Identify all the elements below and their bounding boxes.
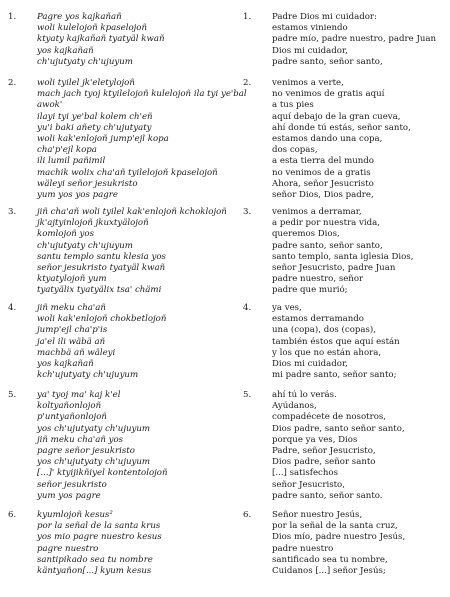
stanza-number: 3. [243, 207, 252, 217]
verse-line: yos ch'ujutyaty ch'ujuyum [37, 457, 151, 468]
stanza-lines [37, 207, 227, 297]
verse-line: woli kak'enlojoñ jump'ejl kopa [37, 134, 169, 145]
stanza-number: 1. [243, 12, 252, 22]
verse-line: padre nuestro [272, 543, 334, 554]
verse-line: padre santo, señor santo, [272, 56, 383, 67]
verse-line: yos kajkañañ [37, 359, 94, 370]
verse-line: pagre señor jesukristo [37, 446, 135, 457]
verse-line: estamos viniendo [272, 23, 348, 34]
verse-line: santipikado sea tu nombre [37, 554, 153, 565]
verse-line: señor jesukristo [37, 479, 107, 490]
verse-line: aquí debajo de la gran cueva, [272, 111, 401, 122]
verse-line: pagre nuestro [37, 543, 99, 554]
verse-line: padre que murió; [272, 285, 348, 296]
verse-line: woli tyilel jk'eletylojoñ [37, 78, 135, 88]
stanza-lines [272, 303, 450, 381]
verse-line: ya ves, [272, 303, 302, 313]
verse-line: dos copas, [272, 145, 318, 156]
stanza-lines [272, 510, 450, 577]
verse-line: yu'i baki añety ch'ujutyaty [37, 122, 152, 133]
stanza-lines [37, 78, 247, 201]
verse-line: jump'ejl cha'p'is [37, 325, 108, 336]
verse-line: Dios mi cuidador, [272, 359, 348, 370]
verse-line: wäleyi señor jesukristo [37, 178, 138, 189]
stanza-lines [272, 12, 450, 68]
stanza-lines [272, 78, 450, 201]
verse-line: no venimos de a gratis [272, 167, 371, 178]
verse-line: käntyañon[...] kyum kesus [37, 566, 152, 577]
verse-line: Ahora, señor Jesucristo [272, 178, 374, 189]
verse-line: Ayúdanos, [272, 401, 317, 412]
verse-line: yum yos pagre [37, 490, 101, 501]
verse-line: ahí donde tú estás, señor santo, [272, 122, 411, 133]
verse-line: ili lumil pañimil [37, 156, 106, 167]
verse-line: santo templo, santa iglesia Dios, [272, 251, 414, 262]
verse-line: komlojoñ yos [37, 229, 94, 240]
verse-line: yum yos yos pagre [37, 190, 118, 201]
stanza-lines [37, 390, 215, 502]
verse-line: koltyañonlojoñ [37, 401, 102, 412]
verse-line: señor Jesucristo, padre Juan [272, 263, 396, 274]
verse-line: mach jach tyoj ktyilelojoñ kulelojoñ ila tyi ye'bal [37, 89, 247, 100]
verse-line: padre santo, señor santo, [272, 240, 383, 251]
stanza-number: 5. [8, 390, 17, 400]
verse-line: a pedir por nuestra vida, [272, 218, 380, 229]
stanza-number: 6. [243, 510, 252, 520]
verse-line: queremos Dios, [272, 229, 340, 240]
stanza-number: 5. [243, 390, 252, 400]
verse-line: yos ch'ujutyaty ch'ujuyum [37, 423, 151, 434]
verse-line: santificado sea tu nombre, [272, 554, 388, 565]
verse-line: porque ya ves, Dios [272, 434, 358, 445]
verse-line: [...] satisfechos [272, 468, 338, 479]
verse-line: machik wolix cha'añ tyilelojoñ kpaselojoñ [37, 167, 218, 178]
verse-line: woli kulelojoñ kpaselojoñ [37, 23, 147, 34]
verse-line: Dios mío, padre nuestro Jesús, [272, 532, 406, 543]
verse-line: ja'el ili wäbä añ [37, 336, 106, 347]
verse-line: Dios mi cuidador, [272, 45, 348, 56]
verse-line: señor Dios, Dios padre, [272, 190, 374, 201]
verse-line: jiñ meku cha'añ yos [37, 434, 124, 445]
verse-line: jiñ cha'añ woli tyilel kak'enlojoñ kchoklojoñ [37, 207, 227, 217]
verse-line: padre santo, señor santo. [272, 490, 383, 501]
verse-line: por la señal de la santa cruz, [272, 521, 398, 532]
verse-line: Señor nuestro Jesús, [272, 510, 363, 520]
stanza-number: 6. [8, 510, 17, 520]
verse-line: también éstos que aquí están [272, 336, 400, 347]
stanza-lines [272, 207, 450, 297]
stanza-lines [37, 510, 215, 577]
verse-line: ilayi tyi ye'bal kolem ch'eñ [37, 111, 153, 122]
stanza-lines [37, 12, 215, 68]
verse-line: ch'ujutyaty ch'ujuyum [37, 56, 133, 67]
verse-line: kyumlojoñ kesus² [37, 510, 113, 520]
verse-line: Padre Dios mi cuidador: [272, 12, 377, 22]
verse-line: [...]' ktyijikñiyel kontentolojoñ [37, 468, 168, 479]
verse-line: jiñ meku cha'añ [37, 303, 106, 313]
verse-line: yos mio pagre nuestro kesus [37, 532, 162, 543]
verse-line: estamos dando una copa, [272, 134, 383, 145]
stanza-lines [272, 390, 450, 502]
verse-line: por la señal de la santa krus [37, 521, 161, 532]
verse-line: Cuidanos [...] señor Jesús; [272, 566, 386, 577]
verse-line: yos kajkañañ [37, 45, 94, 56]
verse-line: Dios padre, señor santo [272, 457, 376, 468]
verse-line: woli kak'enlojoñ chokbetlojoñ [37, 314, 167, 325]
verse-line: padre nuestro, señor [272, 274, 364, 285]
stanza-number: 4. [8, 303, 17, 313]
stanza-number: 4. [243, 303, 252, 313]
verse-line: machbä añ wäleyi [37, 347, 116, 358]
stanza-lines [37, 303, 215, 381]
verse-line: mi padre santo, señor santo; [272, 370, 397, 381]
verse-line: kch'ujutyaty ch'ujuyum [37, 370, 139, 381]
verse-line: awok' [37, 100, 63, 111]
verse-line: Dios padre, santo señor santo, [272, 423, 405, 434]
verse-line: una (copa), dos (copas), [272, 325, 376, 336]
verse-line: Pagre yos kajkañañ [37, 12, 122, 22]
verse-line: padre mío, padre nuestro, padre Juan [272, 34, 437, 45]
verse-line: señor jesukristo tyatyäl kwañ [37, 263, 166, 274]
verse-line: a esta tierra del mundo [272, 156, 374, 167]
verse-line: ch'ujutyaty ch'ujuyum [37, 240, 133, 251]
verse-line: estamos derramando [272, 314, 364, 325]
verse-line: ahí tú lo verás. [272, 390, 337, 400]
verse-line: señor Jesucristo, [272, 479, 345, 490]
verse-line: Padre, señor Jesucristo, [272, 446, 376, 457]
verse-line: y los que no están ahora, [272, 347, 382, 358]
stanza-number: 1. [8, 12, 17, 22]
verse-line: venimos a verte, [272, 78, 344, 88]
verse-line: compadécete de nosotros, [272, 412, 387, 423]
verse-line: venimos a derramar, [272, 207, 362, 217]
stanza-number: 2. [243, 78, 252, 88]
stanza-number: 3. [8, 207, 17, 217]
verse-line: p'untyañonlojoñ [37, 412, 107, 423]
verse-line: ya' tyoj ma' kaj k'el [37, 390, 121, 400]
verse-line: ktyaty kajkañañ tyatyäl kwañ [37, 34, 165, 45]
verse-line: no venimos de gratis aquí [272, 89, 385, 100]
verse-line: a tus pies [272, 100, 314, 111]
verse-line: ktyatylojoñ yum [37, 274, 107, 285]
verse-line: tyatyälix tyatyälix tsa' chämi [37, 285, 162, 296]
verse-line: jk'ajtyinlojoñ jkuxtyälojoñ [37, 218, 149, 229]
verse-line: santu templo santu klesia yos [37, 251, 166, 262]
stanza-number: 2. [8, 78, 17, 88]
verse-line: cha'p'ejl kopa [37, 145, 97, 156]
